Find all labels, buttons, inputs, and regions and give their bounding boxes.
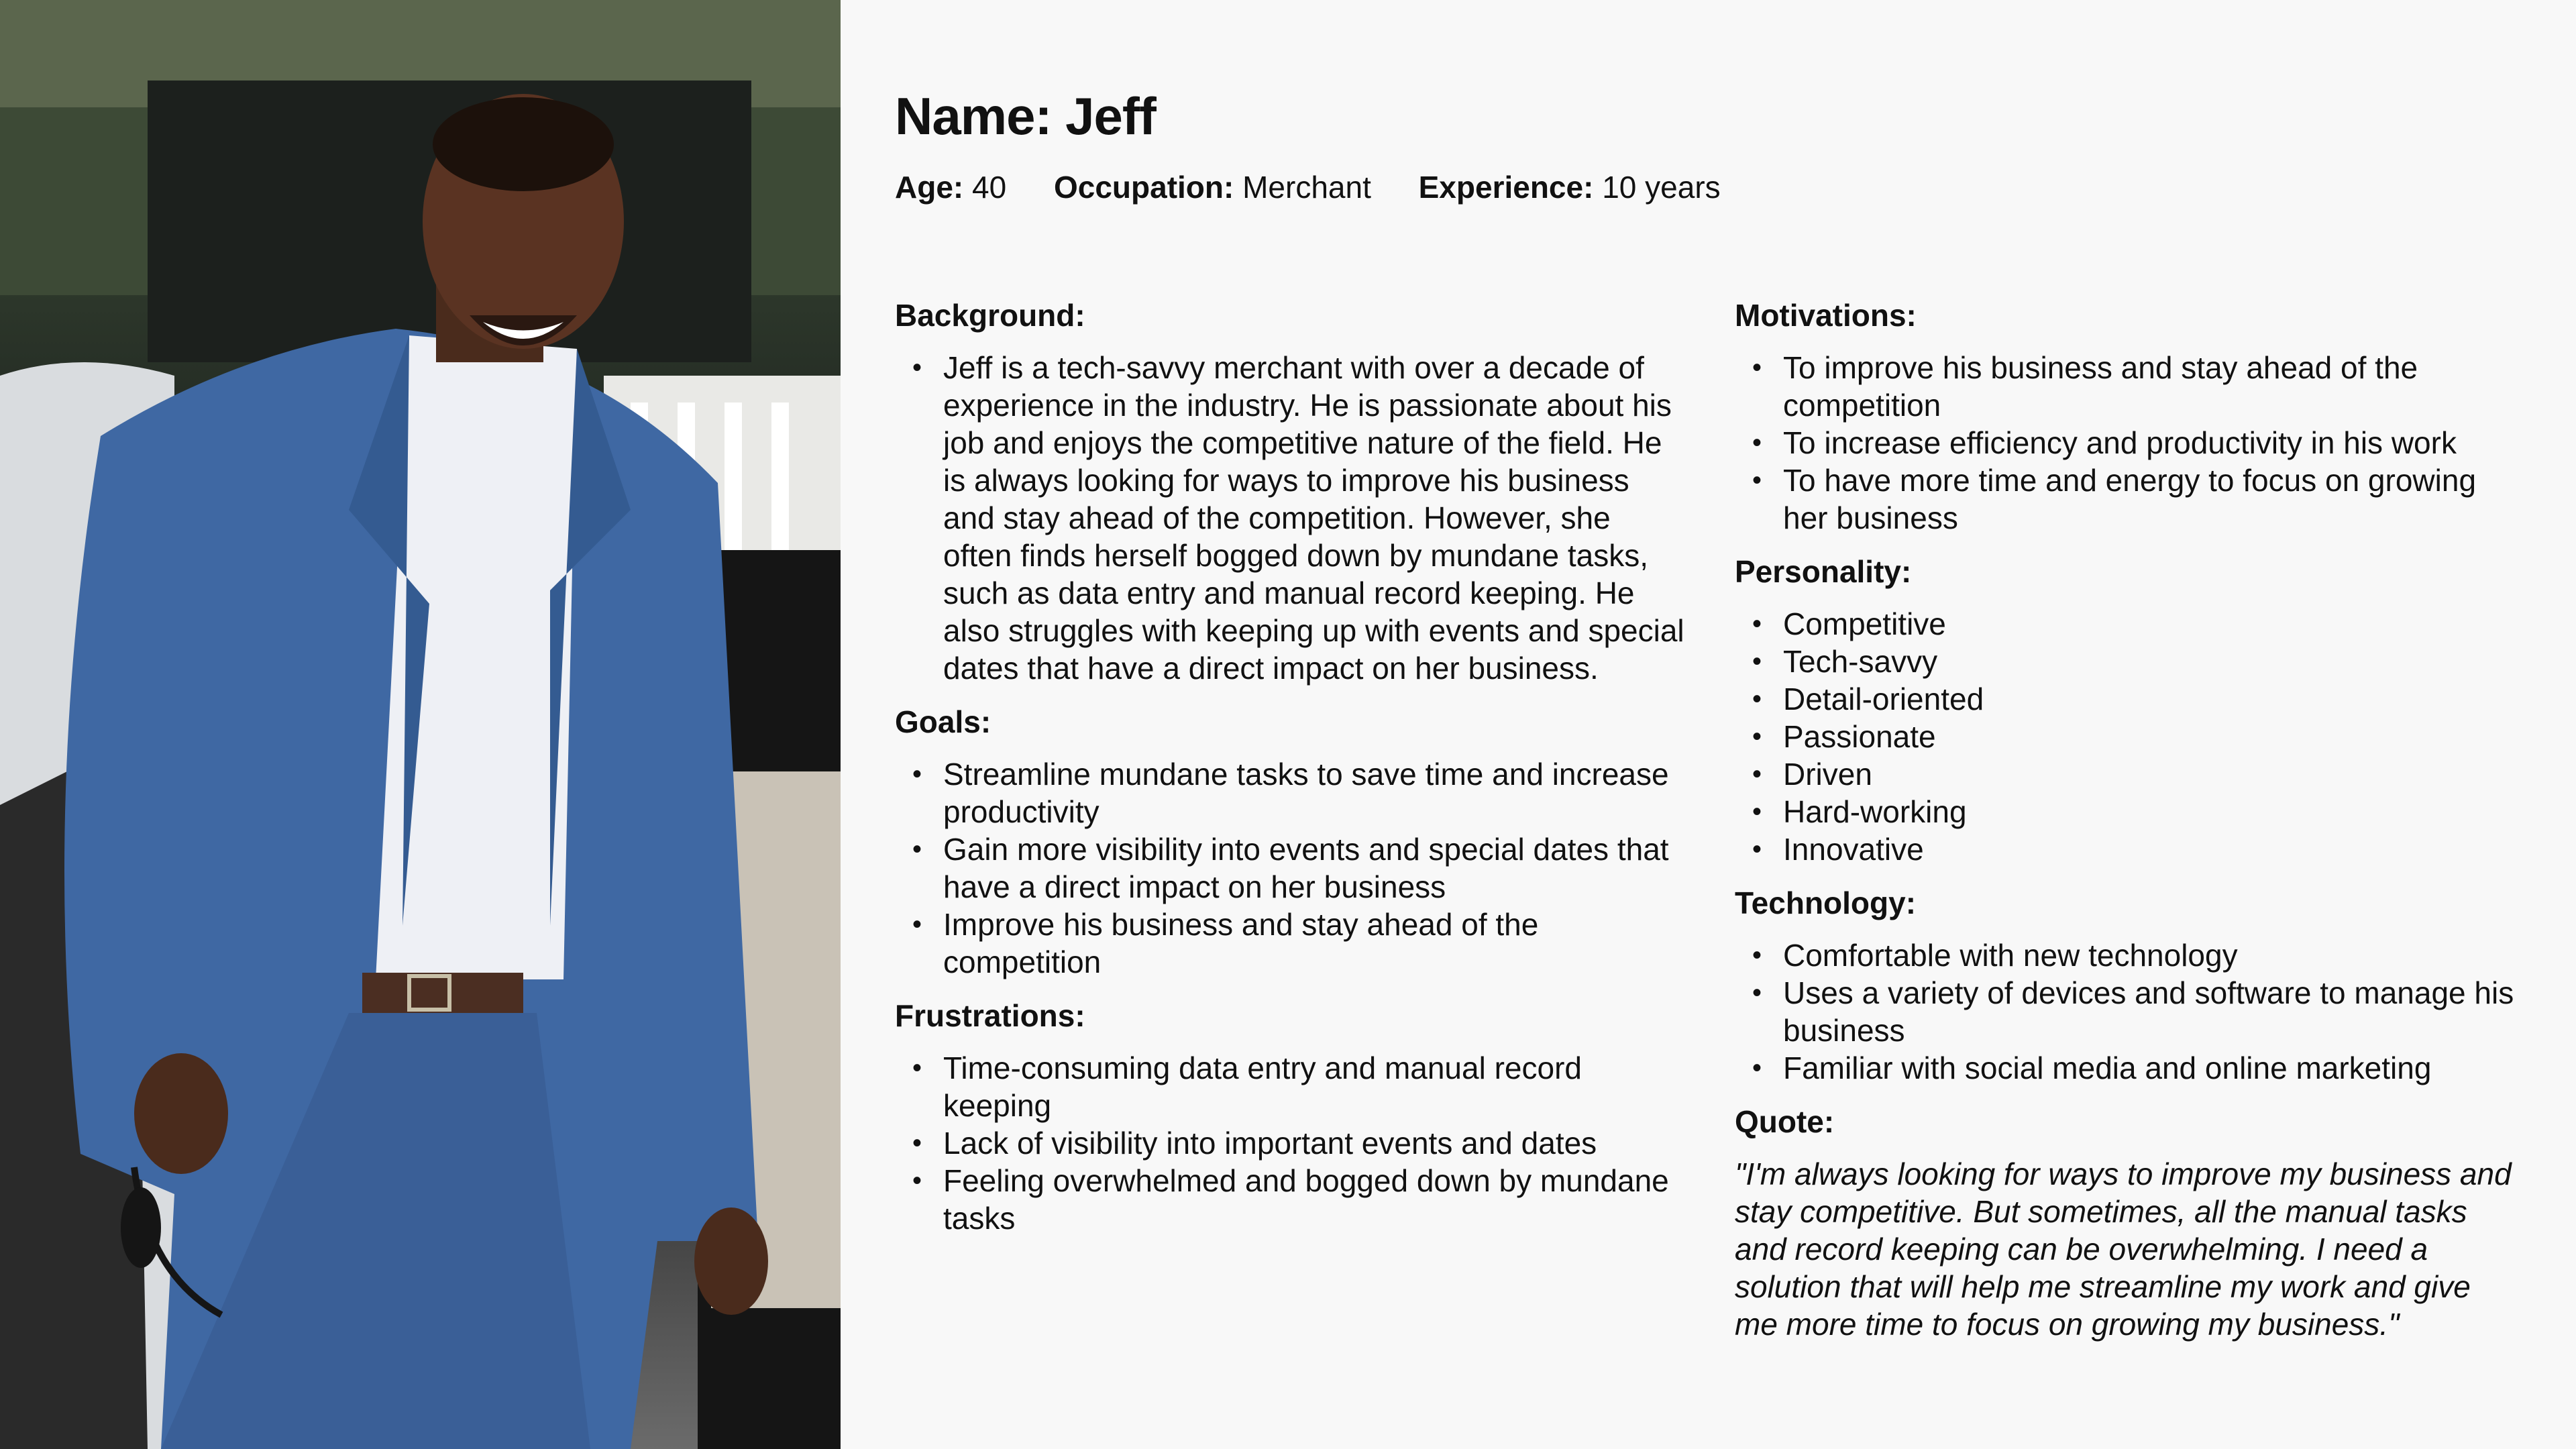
goals-list (895, 755, 1686, 981)
list-item: • Feeling overwhelmed and bogged down by mundane tasks (895, 1162, 1686, 1237)
age-label: Age: (895, 170, 964, 205)
list-item: • Tech-savvy (1735, 643, 2518, 680)
list-item: • Gain more visibility into events and special dates that have a direct impact on her business (895, 830, 1686, 906)
experience-label: Experience: (1418, 170, 1594, 205)
frustrations-list (895, 1049, 1686, 1237)
age-value: 40 (972, 170, 1007, 205)
occupation-value: Merchant (1242, 170, 1371, 205)
occupation-label: Occupation: (1053, 170, 1234, 205)
quote-title: Quote: (1735, 1104, 1835, 1139)
list-item: • Passionate (1735, 718, 2518, 755)
persona-meta (895, 169, 1760, 205)
list-item: • Lack of visibility into important events and dates (895, 1124, 1686, 1162)
motivations-list (1735, 349, 2518, 537)
list-item: • Improve his business and stay ahead of the competition (895, 906, 1686, 981)
list-item: • Time-consuming data entry and manual record keeping (895, 1049, 1686, 1124)
persona-content (895, 0, 2518, 1449)
experience-value: 10 years (1602, 170, 1721, 205)
list-item: • Familiar with social media and online marketing (1735, 1049, 2518, 1087)
list-item: • Competitive (1735, 605, 2518, 643)
background-title: Background: (895, 298, 1085, 333)
technology-title: Technology: (1735, 885, 1917, 920)
list-item: • Streamline mundane tasks to save time and increase productivity (895, 755, 1686, 830)
list-item: • Innovative (1735, 830, 2518, 868)
occupation-field (1054, 170, 1371, 205)
technology-list (1735, 936, 2518, 1087)
motivations-title: Motivations: (1735, 298, 1917, 333)
personality-title: Personality: (1735, 554, 1912, 589)
list-item: • Driven (1735, 755, 2518, 793)
experience-field (1419, 170, 1721, 205)
list-item: • Jeff is a tech-savvy merchant with over a decade of experience in the industry. He is passionate about his job and enjoys the competitive nature of the field. He is always looking for ways to improve his business and stay ahead of the competition. However, she often finds herself bogged down by mundane tasks, such as data entry and manual record keeping. He also struggles with keeping up with events and special dates that have a direct impact on her business. (895, 349, 1686, 687)
list-item: • To increase efficiency and productivity in his work (1735, 424, 2518, 462)
personality-list (1735, 605, 2518, 868)
left-column (895, 297, 1686, 1253)
list-item: • To improve his business and stay ahead of the competition (1735, 349, 2518, 424)
list-item: • Detail-oriented (1735, 680, 2518, 718)
goals-title: Goals: (895, 704, 991, 739)
persona-photo-illustration (0, 0, 841, 1449)
age-field (895, 170, 1006, 205)
right-column (1735, 297, 2518, 1343)
frustrations-title: Frustrations: (895, 998, 1085, 1033)
list-item: • Hard-working (1735, 793, 2518, 830)
background-list (895, 349, 1686, 687)
list-item: • Uses a variety of devices and software to manage his business (1735, 974, 2518, 1049)
persona-name: Name: Jeff (895, 87, 1156, 146)
list-item: • Comfortable with new technology (1735, 936, 2518, 974)
persona-photo (0, 0, 841, 1449)
quote-text: "I'm always looking for ways to improve my business and stay competitive. But sometimes, all the manual tasks and record keeping can be overwhelming. I need a solution that will help me streamline my work and give me more time to focus on growing my business." (1735, 1157, 2512, 1342)
list-item: • To have more time and energy to focus on growing her business (1735, 462, 2518, 537)
